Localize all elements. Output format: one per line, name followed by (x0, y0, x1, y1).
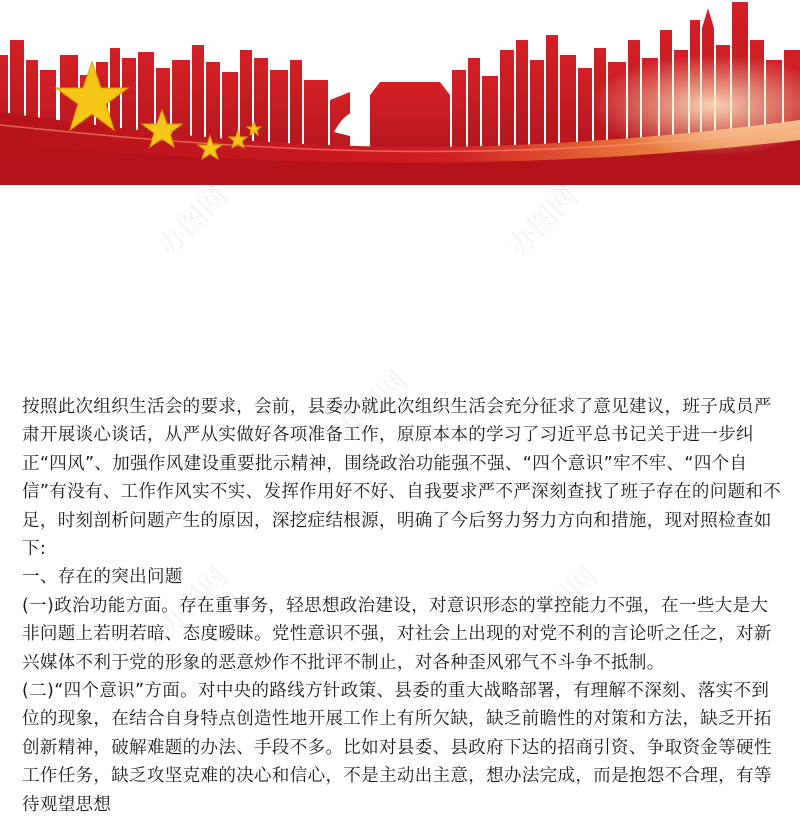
watermark: 办图网 (151, 559, 235, 643)
intro-paragraph: 按照此次组织生活会的要求，会前，县委办就此次组织生活会充分征求了意见建议，班子成员严肃开展谈心谈话，从严从实做好各项准备工作，原原本本的学习了习近平总书记关于进一步纠正“四风”、加强作风建设重要批示精神，围绕政治功能强不强、“四个意识”牢不牢、“四个自信”有没有、工作作风实不实、发挥作用好不好、自我要求严不严深刻查找了班子存在的问题和不足，时刻剖析问题产生的原因，深挖症结根源，明确了今后努力努力方向和措施，现对照检查如下: (22, 397, 782, 560)
red-skyline-banner (0, 0, 800, 185)
watermark: 办图网 (521, 559, 605, 643)
section-heading: 一、存在的突出问题 (22, 567, 183, 588)
watermark: 办图网 (331, 364, 415, 448)
paragraph-political-function: (一)政治功能方面。存在重事务，轻思想政治建设，对意识形态的掌控能力不强，在一些大是大非问题上若明若暗、态度暧昧。党性意识不强，对社会上出现的对党不利的言论听之任之，对新兴媒体不利于党的形象的恶意炒作不批评不制止，对各种歪风邪气不斗争不抵制。 (22, 595, 772, 673)
paragraph-four-consciousness: (二)“四个意识”方面。对中央的路线方针政策、县委的重大战略部署，有理解不深刻、落实不到位的现象，在结合自身特点创造性地开展工作上有所欠缺，缺乏前瞻性的对策和方法，缺乏开拓创新精神，破解难题的办法、手段不多。比如对县委、县政府下达的招商引资、争取资金等硬性工作任务，缺乏攻坚克难的决心和信心，不是主动出主意，想办法完成，而是抱怨不合理，有等待观望思想 (22, 681, 772, 815)
watermark: 办图网 (151, 179, 235, 263)
watermark: 办图网 (501, 179, 585, 263)
document-body (22, 393, 782, 819)
